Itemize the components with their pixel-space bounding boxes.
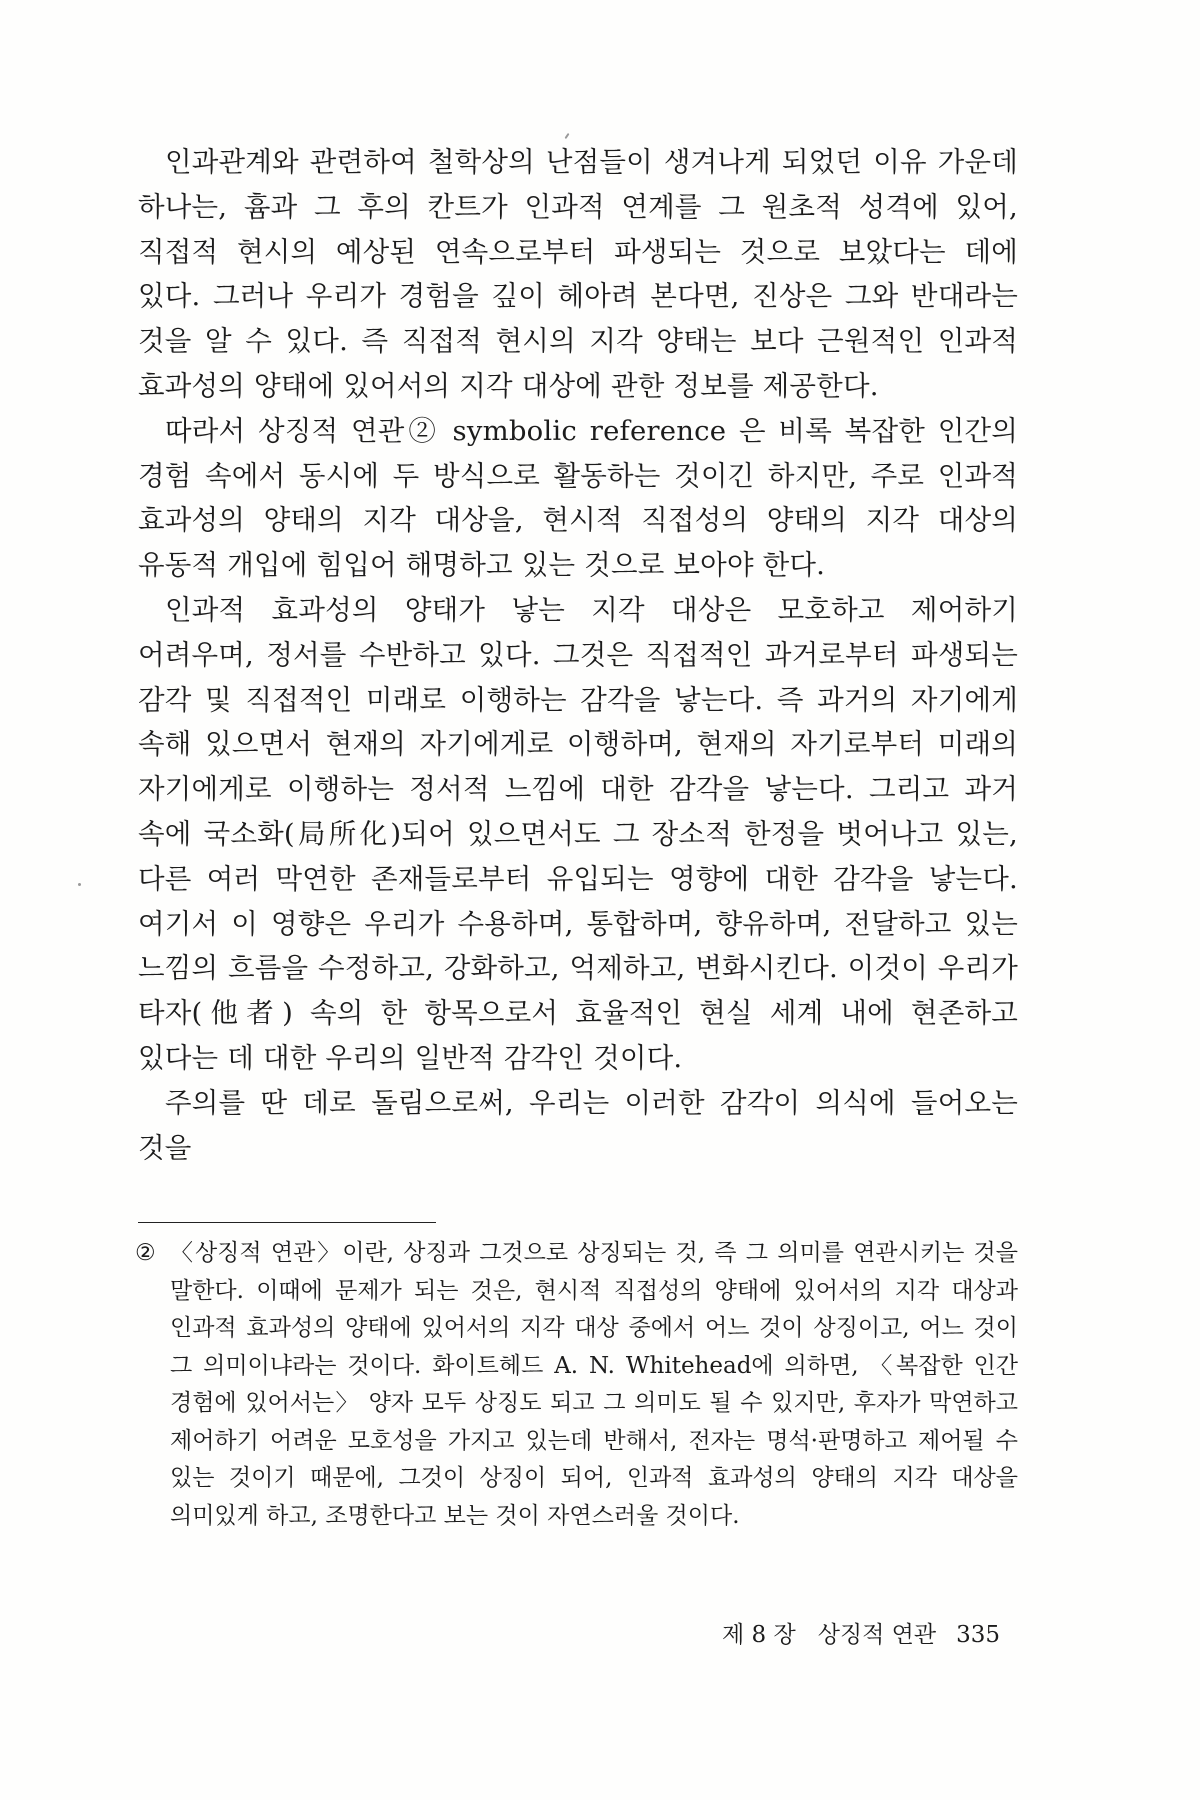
chapter-title: 상징적 연관 (817, 1622, 937, 1648)
footnote-divider (138, 1222, 436, 1223)
paragraph-1: 인과관계와 관련하여 철학상의 난점들이 생겨나게 되었던 이유 가운데 하나는, 흄과 그 후의 칸트가 인과적 연계를 그 원초적 성격에 있어, 직접적 현시의 예상된 연속으로부터 파생되는 것으로 보았다는 데에 있다. 그러나 우리가 경험을 깊이 헤아려 본다면, 진상은 그와 반대라는 것을 알 수 있다. 즉 직접적 현시의 지각 양태는 보다 근원적인 인과적 효과성의 양태에 있어서의 지각 대상에 관한 정보를 제공한다. (138, 146, 1018, 402)
print-speck (564, 133, 569, 139)
paragraph-4: 주의를 딴 데로 돌림으로써, 우리는 이러한 감각이 의식에 들어오는 것을 (138, 1086, 1018, 1164)
page-number: 335 (956, 1622, 1000, 1648)
footnote-text: 〈상징적 연관〉이란, 상징과 그것으로 상징되는 것, 즉 그 의미를 연관시키는 것을 말한다. 이때에 문제가 되는 것은, 현시적 직접성의 양태에 있어서의 지각 대상과 인과적 효과성의 양태에 있어서의 지각 대상 중에서 어느 것이 상징이고, 어느 것이 그 의미이냐라는 것이다. 화이트헤드 A. N. Whitehead에 의하면, 〈복잡한 인간 경험에 있어서는〉 양자 모두 상징도 되고 그 의미도 될 수 있지만, 후자가 막연하고 제어하기 어려운 모호성을 가지고 있는데 반해서, 전자는 명석·판명하고 제어될 수 있는 것이기 때문에, 그것이 상징이 되어, 인과적 효과성의 양태의 지각 대상을 의미있게 하고, 조명한다고 보는 것이 자연스러울 것이다. (170, 1240, 1018, 1529)
chapter-label: 제 8 장 (721, 1622, 796, 1648)
print-speck (78, 883, 81, 886)
paragraph-3: 인과적 효과성의 양태가 낳는 지각 대상은 모호하고 제어하기 어려우며, 정서를 수반하고 있다. 그것은 직접적인 과거로부터 파생되는 감각 및 직접적인 미래로 이행하는 감각을 낳는다. 즉 과거의 자기에게 속해 있으면서 현재의 자기에게로 이행하며, 현재의 자기로부터 미래의 자기에게로 이행하는 정서적 느낌에 대한 감각을 낳는다. 그리고 과거 속에 국소화(局所化)되어 있으면서도 그 장소적 한정을 벗어나고 있는, 다른 여러 막연한 존재들로부터 유입되는 영향에 대한 감각을 낳는다. 여기서 이 영향은 우리가 수용하며, 통합하며, 향유하며, 전달하고 있는 느낌의 흐름을 수정하고, 강화하고, 억제하고, 변화시킨다. 이것이 우리가 타자(他者) 속의 한 항목으로서 효율적인 현실 세계 내에 현존하고 있다는 데 대한 우리의 일반적 감각인 것이다. (138, 593, 1018, 1074)
paragraph-2: 따라서 상징적 연관② symbolic reference 은 비록 복잡한 인간의 경험 속에서 동시에 두 방식으로 활동하는 것이긴 하지만, 주로 인과적 효과성의 양태의 지각 대상을, 현시적 직접성의 양태의 지각 대상의 유동적 개입에 힘입어 해명하고 있는 것으로 보아야 한다. (138, 414, 1018, 582)
main-text (138, 140, 1018, 1170)
running-footer (722, 1620, 1000, 1650)
footnote (135, 1235, 1018, 1535)
footnote-marker: ② (135, 1240, 156, 1266)
